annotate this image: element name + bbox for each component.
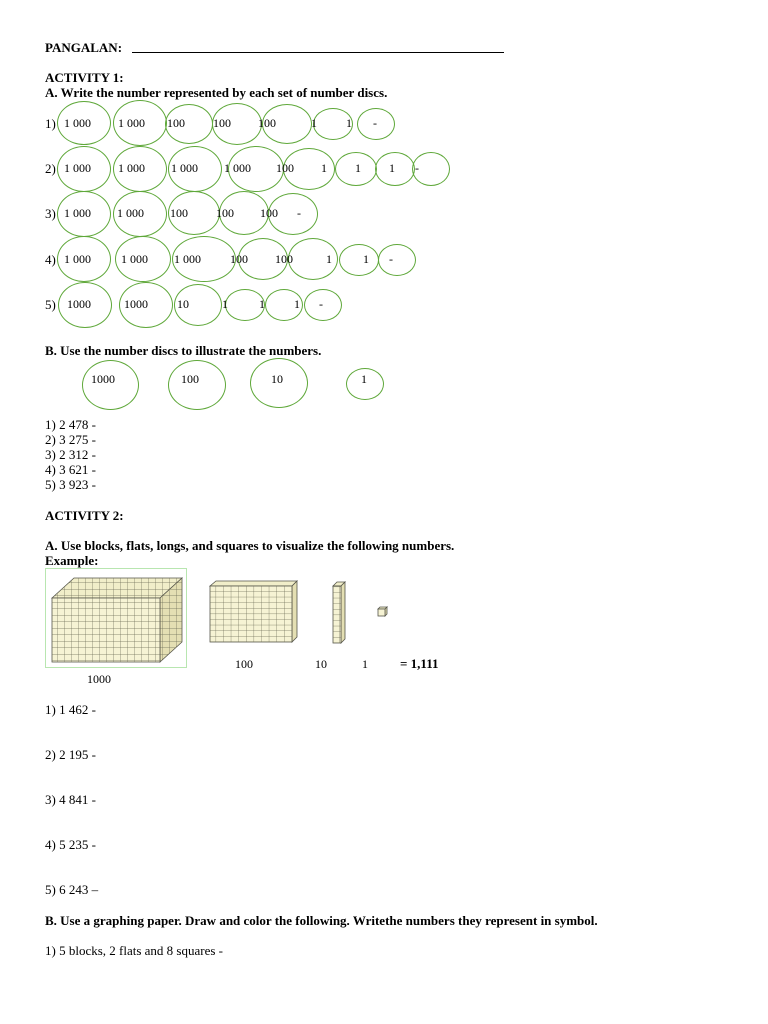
disc-label: 1 (259, 297, 265, 311)
disc-label: 100 (230, 252, 248, 266)
name-blank-line[interactable] (132, 52, 504, 53)
activity1-partA-instruction: A. Write the number represented by each set of number discs. (45, 85, 388, 100)
disc-label: 1 000 (64, 116, 91, 130)
disc-label: 1 000 (64, 161, 91, 175)
list-item: 1) 1 462 - (45, 702, 96, 717)
disc-label: 1 (321, 161, 327, 175)
disc-label: - (297, 206, 301, 220)
number-disc (375, 152, 415, 186)
disc-label: 1000 (124, 297, 148, 311)
activity2-partA-instruction: A. Use blocks, flats, longs, and squares to visualize the following numbers. (45, 538, 455, 553)
disc-label: - (319, 297, 323, 311)
list-item: 5) 3 923 - (45, 477, 96, 492)
long-10-icon (332, 581, 346, 645)
number-disc (304, 289, 342, 321)
number-disc (339, 244, 379, 276)
flat-label: 100 (235, 657, 253, 671)
list-item: 4) 3 621 - (45, 462, 96, 477)
long-label: 10 (315, 657, 327, 671)
square-label: 1 (362, 657, 368, 671)
flat-100-icon (208, 580, 298, 644)
row-number: 4) (45, 252, 56, 267)
disc-label: 1 (363, 252, 369, 266)
row-number: 1) (45, 116, 56, 131)
disc-label: 1 (222, 297, 228, 311)
disc-label: 1 000 (64, 206, 91, 220)
disc-label: 100 (213, 116, 231, 130)
disc-label: 1 (311, 116, 317, 130)
name-label: PANGALAN: (45, 40, 123, 55)
list-item: 2) 2 195 - (45, 747, 96, 762)
disc-label: 1 000 (224, 161, 251, 175)
disc-label: 1 (346, 116, 352, 130)
disc-label: - (373, 116, 377, 130)
disc-label: 100 (167, 116, 185, 130)
example-label: Example: (45, 553, 99, 568)
disc-label: 100 (275, 252, 293, 266)
disc-label: 1000 (67, 297, 91, 311)
disc-label: 1 000 (64, 252, 91, 266)
row-number: 3) (45, 206, 56, 221)
list-item: 1) 2 478 - (45, 417, 96, 432)
disc-label: 100 (260, 206, 278, 220)
disc-label: 100 (258, 116, 276, 130)
disc-label: 1 (361, 372, 367, 386)
block-label: 1000 (87, 672, 111, 686)
disc-label: 1 (326, 252, 332, 266)
disc-label: 1 000 (174, 252, 201, 266)
row-number: 5) (45, 297, 56, 312)
disc-label: 1 000 (118, 116, 145, 130)
disc-label: 1000 (91, 372, 115, 386)
list-item: 3) 2 312 - (45, 447, 96, 462)
disc-label: 1 (355, 161, 361, 175)
disc-label: - (389, 252, 393, 266)
disc-label: 100 (170, 206, 188, 220)
list-item: 4) 5 235 - (45, 837, 96, 852)
activity2-title: ACTIVITY 2: (45, 508, 124, 523)
list-item: 1) 5 blocks, 2 flats and 8 squares - (45, 943, 223, 958)
list-item: 2) 3 275 - (45, 432, 96, 447)
disc-label: 1 000 (118, 161, 145, 175)
square-1-icon (377, 606, 389, 618)
disc-label: 100 (276, 161, 294, 175)
disc-label: 1 000 (117, 206, 144, 220)
disc-label: 1 000 (121, 252, 148, 266)
disc-label: 100 (216, 206, 234, 220)
list-item: 5) 6 243 – (45, 882, 99, 897)
disc-label: 1 (389, 161, 395, 175)
number-disc (320, 108, 358, 140)
list-item: 3) 4 841 - (45, 792, 96, 807)
disc-label: 1 (294, 297, 300, 311)
disc-label: 1 000 (171, 161, 198, 175)
example-total: = 1,111 (400, 656, 439, 671)
disc-label: - (415, 161, 419, 175)
block-1000-icon (50, 576, 184, 666)
disc-label: 100 (181, 372, 199, 386)
activity1-title: ACTIVITY 1: (45, 70, 124, 85)
row-number: 2) (45, 161, 56, 176)
activity1-partB-instruction: B. Use the number discs to illustrate the numbers. (45, 343, 322, 358)
disc-label: 10 (177, 297, 189, 311)
disc-label: 10 (271, 372, 283, 386)
activity2-partB-instruction: B. Use a graphing paper. Draw and color the following. Writethe numbers they represent in symbol. (45, 913, 598, 928)
number-disc (378, 244, 416, 276)
